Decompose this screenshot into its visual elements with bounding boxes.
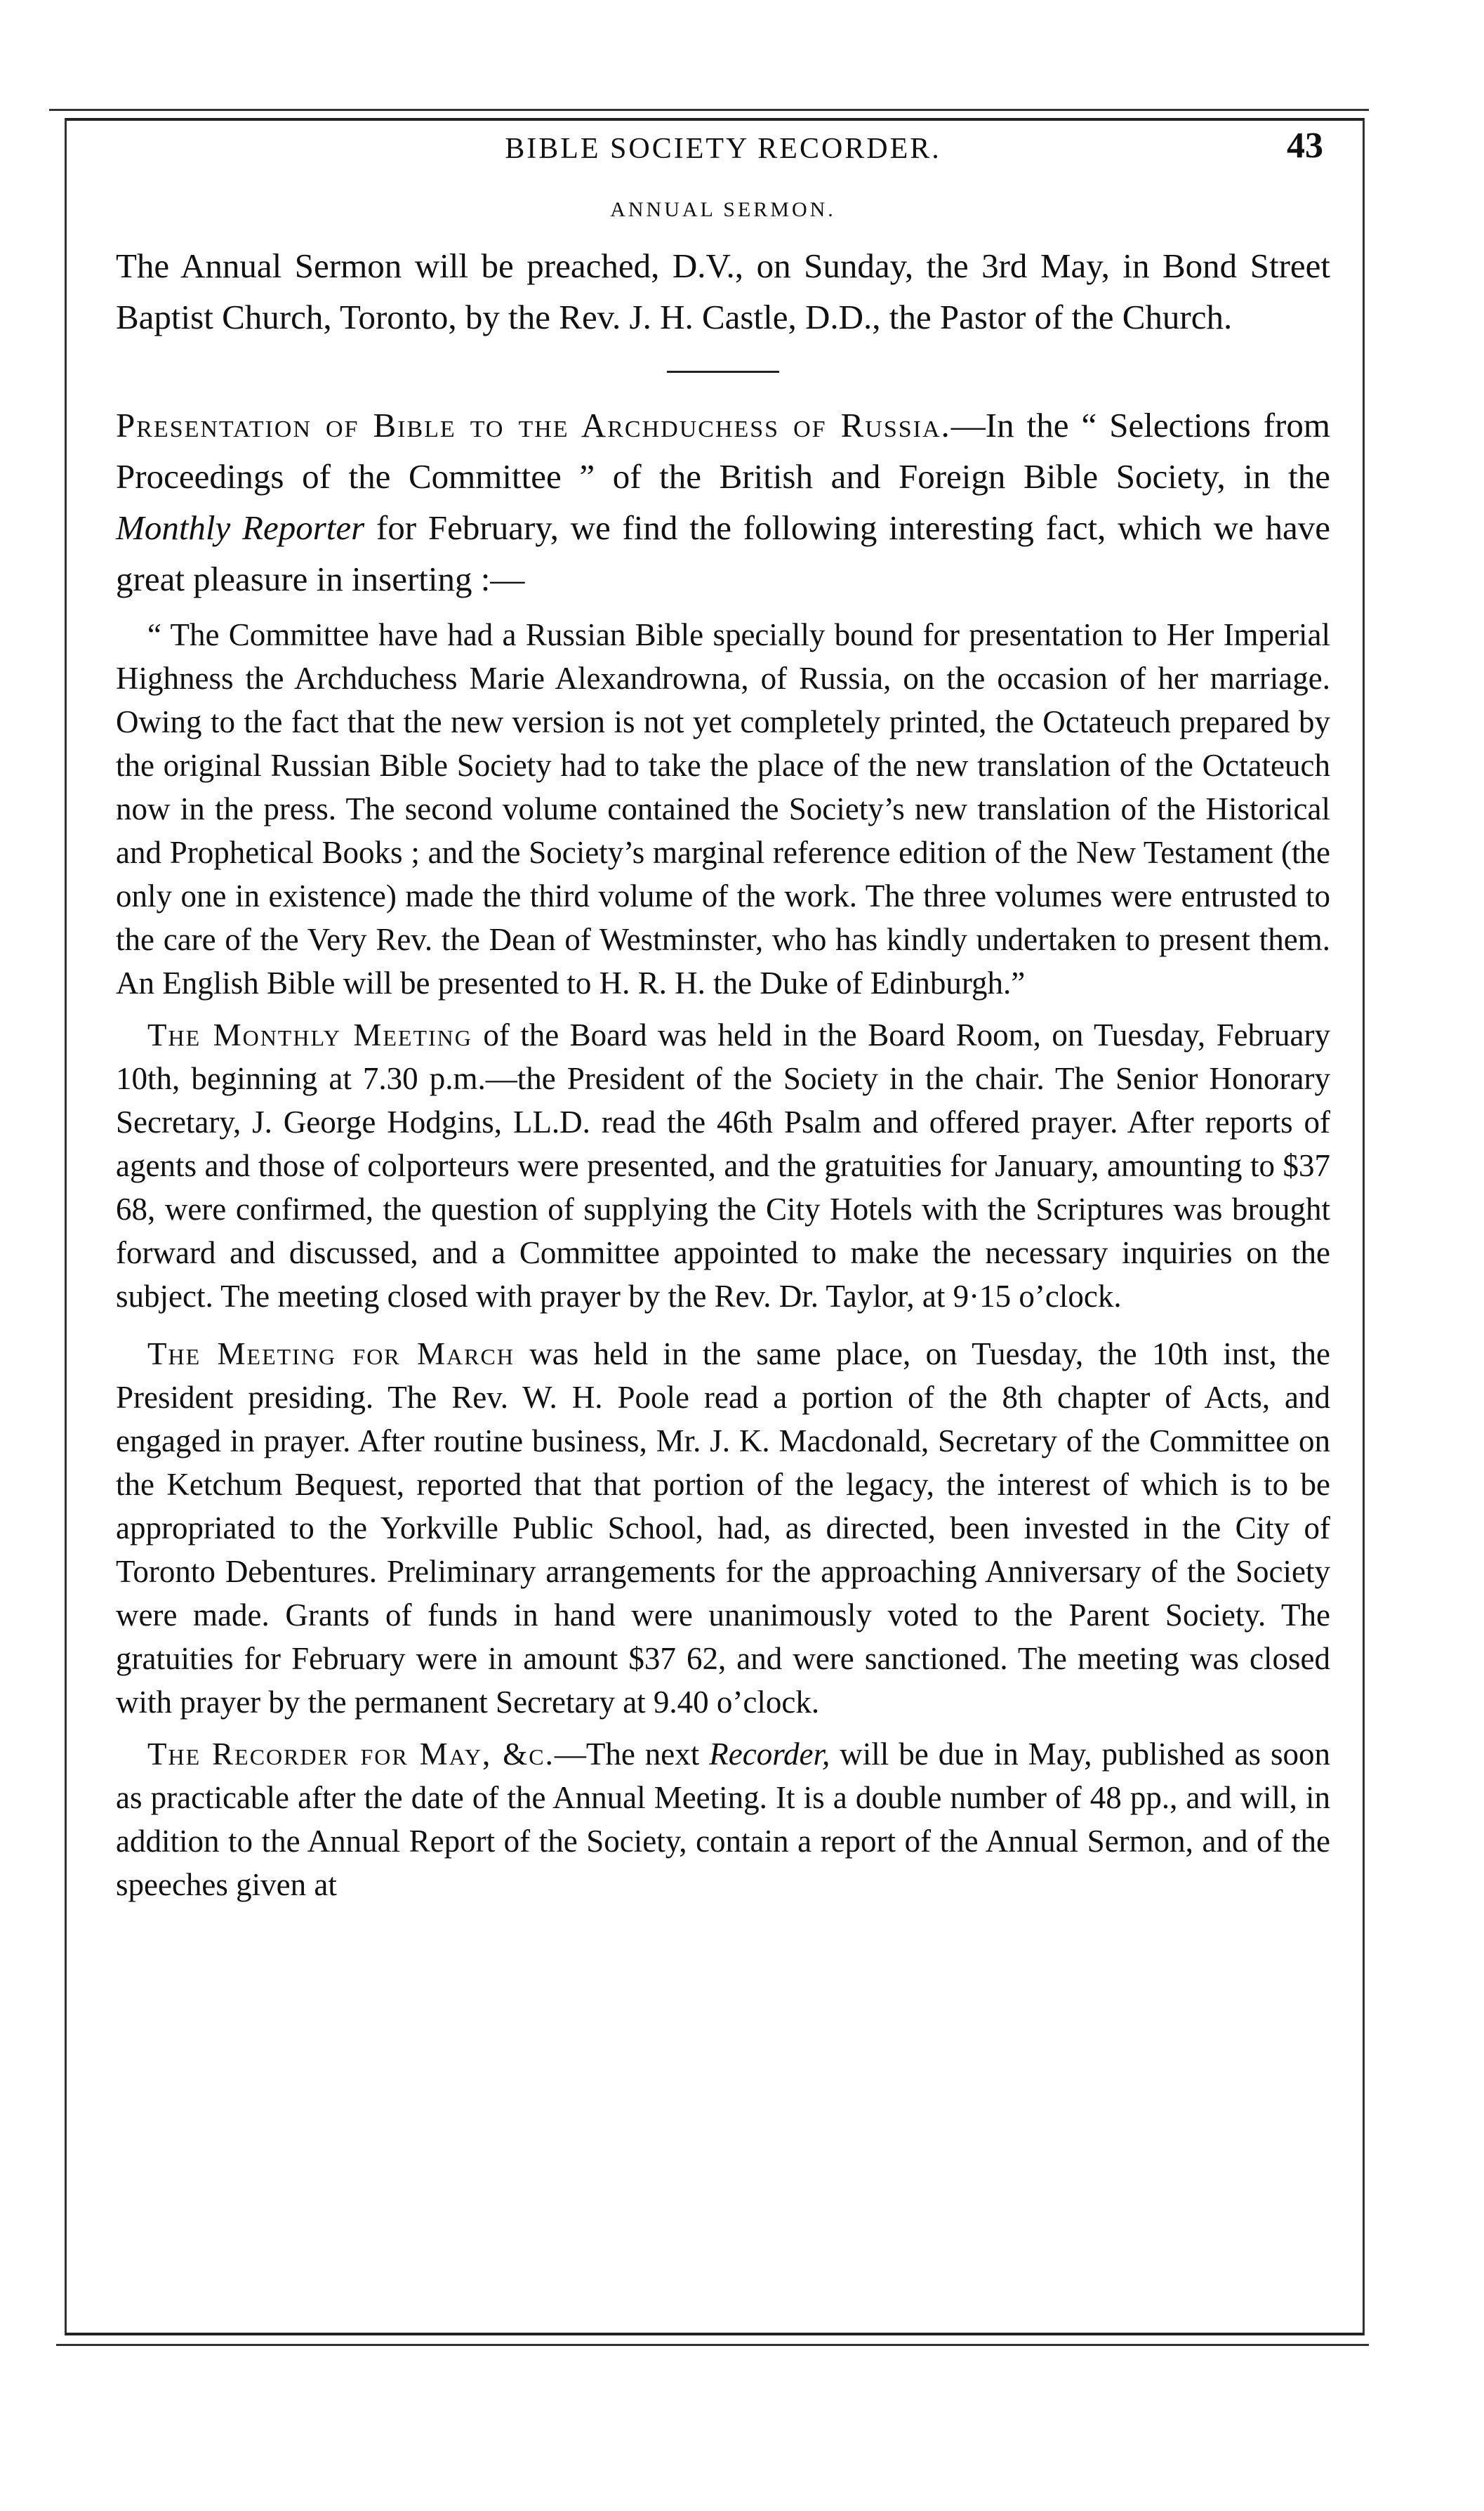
presentation-lead: Presentation of Bible to the Archduchess of Russia. — [116, 406, 951, 444]
section-divider — [667, 371, 779, 373]
presentation-text: —In the “ Selections from Proceedings of the Committee ” of the British and Foreign Bible Society, in the — [116, 406, 1330, 496]
recorder-may-text: —The next — [554, 1736, 710, 1772]
presentation-quote: “ The Committee have had a Russian Bible specially bound for presentation to Her Imperial Highness the Archduchess Marie Alexandrowna, of Russia, on the occasion of her marriage. Owing to the fact that the new version is not yet completely printed, the Octateuch prepared by the original Russian Bible Society had to take the place of the new translation of the Octateuch now in the press. The second volume contained the Society’s new translation of the Historical and Prophetical Books ; and the Society’s marginal reference edition of the New Testament (the only one in existence) made the third volume of the work. The three volumes were entrusted to the care of the Very Rev. the Dean of Westminster, who has kindly undertaken to present them. An English Bible will be presented to H. R. H. the Duke of Edinburgh.” — [116, 617, 1330, 1001]
march-meeting-paragraph — [116, 1332, 1330, 1724]
recorder-may-text-end: will be due in May, published as soon as practicable after the date of the Annual Meeting. It is a double number of 48 pp., and will, in addition to the Annual Report of the Society, contain a report of the Annual Sermon, and of the speeches given at — [116, 1736, 1330, 1902]
march-meeting-lead: The Meeting for March — [147, 1336, 515, 1371]
annual-sermon-paragraph: The Annual Sermon will be preached, D.V., on Sunday, the 3rd May, in Bond Street Baptist Church, Toronto, by the Rev. J. H. Castle, D.D., the Pastor of the Church. — [116, 246, 1330, 336]
monthly-meeting-text: of the Board was held in the Board Room, on Tuesday, February 10th, beginning at 7.30 p.m.—the President of the Society in the chair. The Senior Honorary Secretary, J. George Hodgins, LL.D. read the 46th Psalm and offered prayer. After reports of agents and those of colporteurs were presented, and the gratuities for January, amounting to $37 68, were confirmed, the question of supplying the City Hotels with the Scriptures was brought forward and discussed, and a Committee appointed to make the necessary inquiries on the subject. The meeting closed with prayer by the Rev. Dr. Taylor, at 9·15 o’clock. — [116, 1017, 1331, 1314]
recorder-may-paragraph — [116, 1732, 1330, 1906]
recorder-may-italic: Recorder, — [709, 1736, 830, 1772]
monthly-meeting-paragraph — [116, 1013, 1330, 1318]
bottom-outer-rule — [56, 2344, 1369, 2346]
top-outer-rule — [49, 109, 1369, 111]
page-number: 43 — [1287, 126, 1323, 166]
march-meeting-text: was held in the same place, on Tuesday, the 10th inst, the President presiding. The Rev. W. H. Poole read a portion of the 8th chapter of Acts, and engaged in prayer. After routine business, Mr. J. K. Macdonald, Secretary of the Committee on the Ketchum Bequest, reported that that portion of the legacy, the interest of which is to be appropriated to the Yorkville Public School, had, as directed, been invested in the City of Toronto Debentures. Preliminary arrangements for the approaching Anniversary of the Society were made. Grants of funds in hand were unanimously voted to the Parent Society. The gratuities for February were in amount $37 62, and were sanctioned. The meeting was closed with prayer by the permanent Secretary at 9.40 o’clock. — [116, 1336, 1330, 1720]
presentation-text-end: for February, we find the following interesting fact, which we have great pleasure in inserting :— — [116, 508, 1330, 598]
annual-sermon-heading: ANNUAL SERMON. — [610, 198, 836, 221]
recorder-may-lead: The Recorder for May, &c. — [147, 1736, 555, 1772]
running-title: BIBLE SOCIETY RECORDER. — [505, 133, 941, 165]
page-content — [116, 119, 1330, 1906]
monthly-meeting-lead: The Monthly Meeting — [147, 1017, 472, 1053]
presentation-italic: Monthly Reporter — [116, 508, 365, 547]
presentation-paragraph — [116, 400, 1330, 605]
running-head — [116, 119, 1330, 183]
